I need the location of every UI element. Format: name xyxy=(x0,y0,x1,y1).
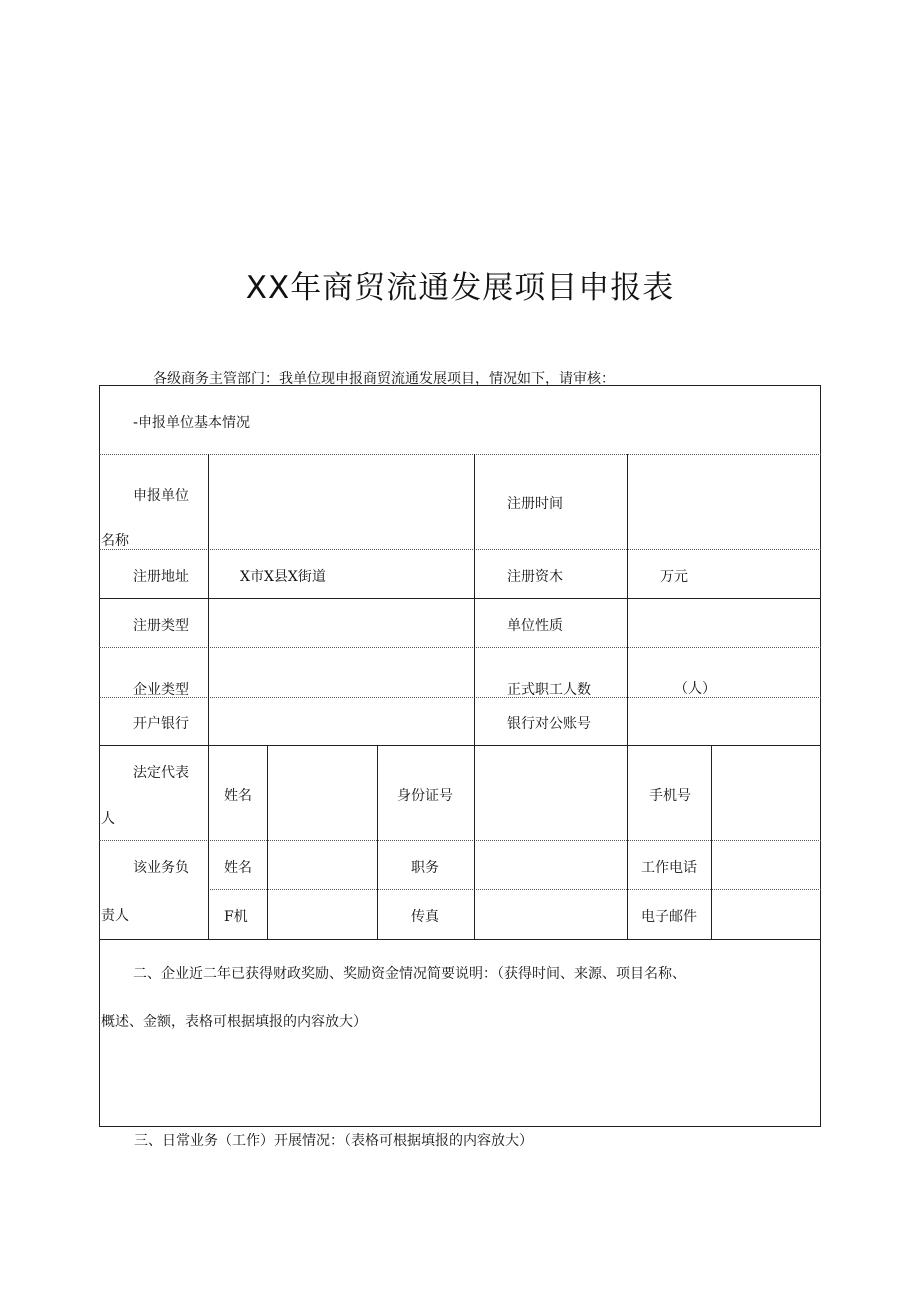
label-legal-rep-bottom: 人 xyxy=(101,811,115,827)
label-legal-name: 姓名 xyxy=(224,788,252,804)
field-staff-count[interactable]: （人） xyxy=(674,681,716,697)
label-bank-account: 银行对公账号 xyxy=(507,716,591,732)
section-1-heading: -申报单位基本情况 xyxy=(133,415,251,431)
section-2-heading-line xyxy=(133,963,686,983)
section-2-note-part2: 概述、金额，表格可根据填报的内容放大） xyxy=(101,1014,367,1030)
label-manager-top: 该业务负 xyxy=(133,860,189,876)
label-manager-mobile: F机 xyxy=(224,909,248,925)
label-legal-rep-top: 法定代表 xyxy=(133,765,189,781)
label-reg-type: 注册类型 xyxy=(133,618,189,634)
label-manager-work-phone: 工作电话 xyxy=(641,860,697,876)
section-2-heading: 二、企业近二年已获得财政奖励、奖励资金情况简要说明： xyxy=(133,966,497,982)
label-unit-name-top: 申报单位 xyxy=(133,488,189,504)
label-legal-phone: 手机号 xyxy=(649,788,691,804)
label-manager-bottom: 责人 xyxy=(101,908,129,924)
label-manager-name: 姓名 xyxy=(224,860,252,876)
section-3-heading-line xyxy=(134,1130,533,1150)
label-unit-name-bottom: 名称 xyxy=(101,533,129,549)
label-manager-title: 职务 xyxy=(411,860,439,876)
label-bank: 开户银行 xyxy=(133,716,189,732)
intro-text: 各级商务主管部门：我单位现申报商贸流通发展项目，情况如下，请审核： xyxy=(153,371,615,387)
label-reg-time: 注册时间 xyxy=(507,496,563,512)
label-enterprise-type: 企业类型 xyxy=(133,682,189,698)
label-manager-email: 电子邮件 xyxy=(641,909,697,925)
field-reg-capital[interactable]: 万元 xyxy=(660,569,688,585)
label-reg-address: 注册地址 xyxy=(133,569,189,585)
section-2-note-part1: （获得时间、来源、项目名称、 xyxy=(497,966,686,982)
label-reg-capital: 注册资木 xyxy=(507,569,563,585)
label-staff-count: 正式职工人数 xyxy=(507,682,591,698)
label-legal-id: 身份证号 xyxy=(397,788,453,804)
section-3-heading: 三、日常业务（工作）开展情况： xyxy=(134,1133,344,1149)
section-2-input-area[interactable] xyxy=(101,1045,816,1123)
label-manager-fax: 传真 xyxy=(411,909,439,925)
label-unit-nature: 单位性质 xyxy=(507,618,563,634)
section-3-note: （表格可根据填报的内容放大） xyxy=(344,1133,533,1149)
page-title: XX年商贸流通发展项目申报表 xyxy=(245,270,675,306)
field-reg-address[interactable]: X市X县X街道 xyxy=(240,569,326,585)
